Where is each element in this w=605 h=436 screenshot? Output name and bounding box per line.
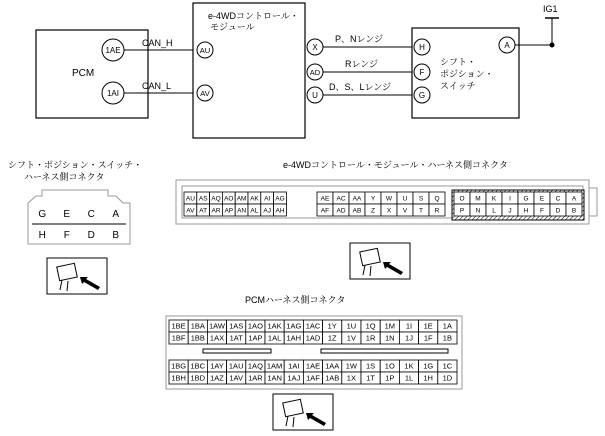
- ecm-connector-mid-pin-label: AB: [352, 207, 362, 215]
- pcm-connector-top-pin-label: 1N: [385, 333, 395, 343]
- ecm-connector-section: [176, 159, 597, 279]
- ecm-connector-right-pin-label: N: [475, 207, 481, 215]
- ecm-connector-right-pin-label: K: [491, 195, 497, 203]
- pcm-connector-top-pin-label: 1J: [405, 333, 413, 343]
- switch-icon-plug: [57, 263, 78, 280]
- pcm-connector-bottom-pin-label: 1AV: [229, 373, 244, 383]
- pcm-connector-bottom-pin-label: 1AU: [228, 361, 244, 371]
- pcm-connector-bottom-pin-label: 1AF: [306, 373, 320, 383]
- ecm-connector-right-pin-label: M: [475, 195, 481, 203]
- pcm-connector-top-pin-label: 1E: [423, 321, 433, 331]
- ecm-connector-mid-pin-label: U: [402, 195, 408, 203]
- ecm-connector-right-pin-label: C: [555, 195, 561, 203]
- ecm-pin-av-label: AV: [200, 89, 210, 98]
- pcm-connector-bottom-pin-label: 1BG: [171, 361, 187, 371]
- ecm-connector-right-pin-label: I: [509, 195, 511, 203]
- switch-label-line2: ポジション・: [440, 69, 494, 79]
- pcm-connector-top-pin-label: 1AP: [248, 333, 263, 343]
- ecm-connector-mid-pin-label: S: [418, 195, 424, 203]
- wiring-section: [36, 3, 559, 138]
- pcm-connector-top-pin-label: 1AK: [267, 321, 282, 331]
- ecm-connector-mid-pin-label: AC: [336, 195, 346, 203]
- ecm-connector-left-pin-label: AN: [237, 207, 247, 215]
- pcm-icon-plug: [283, 399, 304, 416]
- ecm-connector-right-pin-label: G: [523, 195, 529, 203]
- ecm-pin-ad-label: AD: [309, 68, 321, 77]
- pcm-connector-bottom-pin-label: 1AI: [288, 361, 300, 371]
- switch-connector-pin-label: G: [38, 209, 47, 221]
- pcm-connector-top-pin-label: 1AX: [209, 333, 225, 343]
- ecm-icon-plug: [360, 248, 381, 265]
- ecm-connector-mid-pin-label: X: [386, 207, 392, 215]
- pcm-pin-1ai-label: 1AI: [106, 89, 120, 98]
- ecm-connector-title: e-4WDコントロール・モジュール・ハーネス側コネクタ: [283, 160, 508, 170]
- pcm-connector-bottom-pin-label: 1H: [423, 373, 433, 383]
- ecm-connector-left-pin-label: AJ: [263, 207, 271, 215]
- pcm-connector-bottom-pin-label: 1AE: [305, 361, 321, 371]
- pcm-connector-top-pin-label: 1Y: [327, 321, 337, 331]
- ecm-connector-mid-pin-label: AF: [320, 207, 330, 215]
- switch-pin-h-label: H: [419, 43, 425, 52]
- pcm-connector-key-right: [321, 349, 448, 353]
- pcm-connector-bottom-pin-label: 1T: [366, 373, 375, 383]
- pcm-connector-top-pin-label: 1U: [346, 321, 357, 331]
- ecm-connector-left-pin-label: AG: [275, 195, 285, 203]
- ecm-connector-left-pin-label: AM: [236, 195, 247, 203]
- pcm-connector-bottom-pin-label: 1AM: [266, 361, 283, 371]
- can-l-label: CAN_L: [142, 81, 172, 91]
- ecm-connector-mid-pin-label: V: [402, 207, 408, 215]
- ecm-connector-left-pin-label: AV: [186, 207, 195, 215]
- switch-connector-title-line2: ハーネス側コネクタ: [24, 172, 105, 182]
- pcm-connector-bottom-pin-label: 1D: [442, 373, 453, 383]
- switch-connector-pin-label: H: [38, 230, 46, 242]
- pcm-label: PCM: [72, 68, 95, 79]
- pcm-connector-top-pin-label: 1BE: [171, 321, 186, 331]
- ecm-connector-left-pin-label: AH: [275, 207, 285, 215]
- ig1-wire: [515, 18, 552, 45]
- pcm-connector-top-pin-label: 1B: [442, 333, 452, 343]
- pn-label: P、Nレンジ: [335, 34, 384, 44]
- ecm-connector-left-pin-label: AP: [224, 207, 234, 215]
- ig1-junction: [550, 43, 555, 48]
- pcm-connector-top-pin-label: 1V: [346, 333, 356, 343]
- ecm-connector-mid-pin-label: R: [434, 207, 440, 215]
- pcm-connector-bottom-pin-label: 1BD: [190, 373, 206, 383]
- pcm-connector-top-pin-label: 1BA: [190, 321, 205, 331]
- switch-connector-pin-label: E: [63, 209, 71, 221]
- switch-connector-pin-label: A: [112, 209, 120, 221]
- pcm-connector-bottom-pin-label: 1L: [404, 373, 414, 383]
- ecm-label-line1: e-4WDコントロール・: [208, 11, 299, 21]
- ecm-label-line2: モジュール: [210, 22, 255, 32]
- switch-label-line1: シフト・: [440, 57, 477, 67]
- ecm-pin-u-label: U: [312, 91, 318, 100]
- switch-connector-pin-label: D: [87, 230, 95, 242]
- pcm-connector-bottom-pin-label: 1BH: [171, 373, 186, 383]
- pcm-connector-top-pin-label: 1F: [423, 333, 433, 343]
- can-h-label: CAN_H: [142, 38, 173, 48]
- pcm-connector-bottom-pin-label: 1W: [345, 361, 358, 371]
- pcm-connector-bottom-pin-label: 1AR: [248, 373, 263, 383]
- switch-connector-pin-label: C: [87, 209, 95, 221]
- pcm-connector-bottom-pin-label: 1O: [384, 361, 395, 371]
- pcm-connector-bottom-pin-label: 1X: [346, 373, 356, 383]
- ecm-connector-left-pin-label: AU: [185, 195, 195, 203]
- pcm-connector-bottom-pin-label: 1S: [366, 361, 376, 371]
- pcm-connector-section: [166, 294, 462, 430]
- ecm-connector-right-pin-label: J: [508, 207, 512, 215]
- ecm-connector-right-pin-label: O: [459, 195, 465, 203]
- pcm-connector-bottom-pin-label: 1AJ: [287, 373, 301, 383]
- ecm-connector-left-pin-label: AO: [224, 195, 234, 203]
- pcm-connector-title: PCMハーネス側コネクタ: [245, 295, 346, 305]
- pcm-connector-bottom-pin-label: 1P: [385, 373, 395, 383]
- ecm-connector-mid-pin-label: AE: [320, 195, 330, 203]
- ecm-connector-right-pin-label: L: [492, 207, 496, 215]
- ecm-connector-mid-pin-label: T: [419, 207, 423, 215]
- ecm-connector-mid-pin-label: Z: [371, 207, 375, 215]
- ecm-connector-mid-pin-label: Q: [434, 195, 440, 203]
- pcm-connector-top-pin-label: 1Z: [327, 333, 337, 343]
- ig1-label: IG1: [543, 4, 558, 14]
- pcm-connector-bottom-pin-label: 1AA: [325, 361, 340, 371]
- ecm-connector-mid-pin-label: W: [385, 195, 393, 203]
- ecm-pin-au-label: AU: [199, 46, 211, 55]
- ecm-connector-left-pin-label: AI: [264, 195, 271, 203]
- pcm-connector-bottom-pin-label: 1AQ: [247, 361, 263, 371]
- pcm-connector-bottom-pin-label: 1G: [423, 361, 434, 371]
- ecm-connector-mid-pin-label: Y: [370, 195, 376, 203]
- pcm-connector-top-pin-label: 1Q: [365, 321, 376, 331]
- switch-pin-f-label: F: [419, 68, 425, 77]
- switch-pin-g-label: G: [418, 91, 426, 100]
- ecm-connector-left-pin-label: AS: [198, 195, 208, 203]
- ecm-pin-x-label: X: [312, 43, 318, 52]
- pcm-connector-top-pin-label: 1AT: [229, 333, 243, 343]
- switch-connector-title-line1: シフト・ポジション・スイッチ・: [8, 160, 143, 170]
- pcm-connector-top-pin-label: 1AO: [247, 321, 263, 331]
- pcm-connector-bottom-pin-label: 1BC: [190, 361, 206, 371]
- switch-connector-pin-label: B: [112, 230, 120, 242]
- pcm-pin-1ae-label: 1AE: [105, 46, 121, 55]
- pcm-connector-top-pin-label: 1AC: [305, 321, 321, 331]
- pcm-connector-top-pin-label: 1AH: [286, 333, 302, 343]
- ecm-connector-icon: [350, 243, 410, 279]
- r-label: Rレンジ: [345, 59, 379, 69]
- switch-connector-icon: [47, 258, 107, 294]
- pcm-connector-top-pin-label: 1AW: [209, 321, 225, 331]
- pcm-connector-icon: [273, 394, 333, 430]
- pcm-connector-bottom-pin-label: 1AY: [210, 361, 224, 371]
- pcm-connector-bottom-pin-label: 1C: [442, 361, 453, 371]
- pcm-connector-bottom-pin-label: 1AB: [325, 373, 340, 383]
- switch-connector-pin-label: F: [63, 230, 70, 242]
- ecm-connector-left-pin-label: AQ: [211, 195, 221, 203]
- pcm-connector-bottom-pin-label: 1AN: [267, 373, 282, 383]
- pcm-connector-top-pin-label: 1AG: [286, 321, 302, 331]
- ecm-connector-right-pin-label: E: [539, 195, 545, 203]
- pcm-connector-top-pin-label: 1BF: [171, 333, 186, 343]
- pcm-connector-top-pin-label: 1R: [365, 333, 376, 343]
- pcm-connector-key-left: [203, 349, 271, 353]
- ecm-connector-right-pin-label: P: [459, 207, 465, 215]
- pcm-connector-top-pin-label: 1AD: [305, 333, 321, 343]
- pcm-connector-top-pin-label: 1BB: [190, 333, 205, 343]
- ecm-connector-mid-pin-label: AD: [336, 207, 346, 215]
- dsl-label: D、S、Lレンジ: [329, 82, 392, 92]
- ecm-connector-right-pin-label: A: [571, 195, 577, 203]
- switch-pin-a-label: A: [504, 41, 510, 50]
- pcm-connector-top-pin-label: 1AL: [267, 333, 282, 343]
- pcm-connector-top-pin-label: 1M: [384, 321, 396, 331]
- ecm-connector-cells: [184, 192, 582, 216]
- ecm-connector-left-pin-label: AL: [250, 207, 259, 215]
- pcm-connector-top-pin-label: 1AS: [229, 321, 244, 331]
- ecm-connector-left-pin-label: AT: [199, 207, 208, 215]
- ecm-connector-latch: [589, 188, 597, 216]
- ecm-connector-right-pin-label: H: [523, 207, 529, 215]
- pcm-connector-top-pin-label: 1A: [442, 321, 452, 331]
- ecm-connector-left-pin-label: AR: [211, 207, 221, 215]
- ecm-connector-right-pin-label: D: [555, 207, 561, 215]
- ecm-connector-left-pin-label: AK: [250, 195, 259, 203]
- ecm-connector-right-pin-label: F: [540, 207, 544, 215]
- ecm-connector-right-pin-label: B: [571, 207, 577, 215]
- ecm-connector-mid-pin-label: AA: [352, 195, 362, 203]
- switch-connector-section: [8, 160, 142, 294]
- switch-label-line3: スイッチ: [440, 81, 476, 91]
- pcm-connector-top-pin-label: 1I: [405, 321, 413, 331]
- pcm-connector-bottom-pin-label: 1K: [404, 361, 414, 371]
- pcm-connector-bottom-pin-label: 1AZ: [210, 373, 224, 383]
